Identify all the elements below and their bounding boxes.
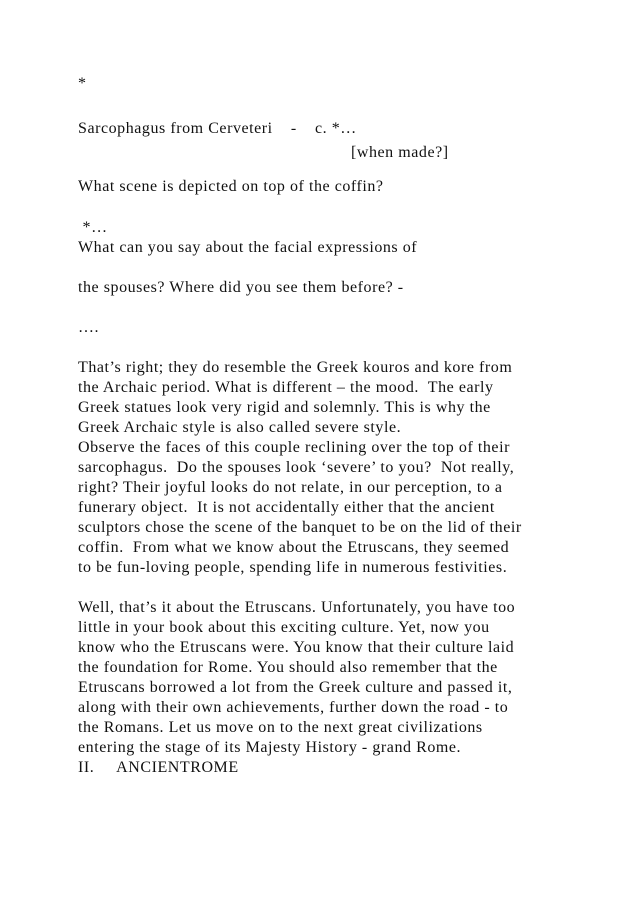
scene-question: What scene is depicted on top of the coffin? xyxy=(78,178,384,195)
paragraph-2-line: know who the Etruscans were. You know that their culture laid xyxy=(78,639,515,656)
section-heading: II. ANCIENTROME xyxy=(78,759,239,776)
paragraph-1-line: to be fun-loving people, spending life in numerous festivities. xyxy=(78,559,508,576)
paragraph-2-line: little in your book about this exciting culture. Yet, now you xyxy=(78,619,490,636)
facial-expression-question-1: What can you say about the facial expressions of xyxy=(78,239,418,256)
paragraph-1-line: Observe the faces of this couple reclining over the top of their xyxy=(78,439,510,456)
paragraph-2-line: along with their own achievements, further down the road - to xyxy=(78,699,509,716)
paragraph-2-line: the foundation for Rome. You should also remember that the xyxy=(78,659,498,676)
sarcophagus-title-line: Sarcophagus from Cerveteri - c. *… xyxy=(78,120,357,137)
paragraph-1-line: Greek statues look very rigid and solemnly. This is why the xyxy=(78,399,491,416)
paragraph-1-line: funerary object. It is not accidentally either that the ancient xyxy=(78,499,495,516)
asterisk-marker-mid: *… xyxy=(78,219,108,236)
ellipsis-answer: …. xyxy=(78,319,100,336)
paragraph-2-line: the Romans. Let us move on to the next great civilizations xyxy=(78,719,483,736)
when-made-prompt: [when made?] xyxy=(351,144,449,161)
facial-expression-question-2: the spouses? Where did you see them before? - xyxy=(78,279,404,296)
paragraph-2-line: entering the stage of its Majesty History - grand Rome. xyxy=(78,739,462,756)
paragraph-1-line: right? Their joyful looks do not relate, in our perception, to a xyxy=(78,479,503,496)
paragraph-1-line: That’s right; they do resemble the Greek kouros and kore from xyxy=(78,359,513,376)
asterisk-marker-top: * xyxy=(78,75,87,92)
paragraph-2-line: Etruscans borrowed a lot from the Greek culture and passed it, xyxy=(78,679,513,696)
paragraph-2-line: Well, that’s it about the Etruscans. Unfortunately, you have too xyxy=(78,599,516,616)
paragraph-1-line: coffin. From what we know about the Etruscans, they seemed xyxy=(78,539,510,556)
paragraph-1-line: Greek Archaic style is also called severe style. xyxy=(78,419,402,436)
paragraph-1-line: sculptors chose the scene of the banquet to be on the lid of their xyxy=(78,519,522,536)
paragraph-1-line: the Archaic period. What is different – the mood. The early xyxy=(78,379,494,396)
paragraph-1-line: sarcophagus. Do the spouses look ‘severe’ to you? Not really, xyxy=(78,459,515,476)
